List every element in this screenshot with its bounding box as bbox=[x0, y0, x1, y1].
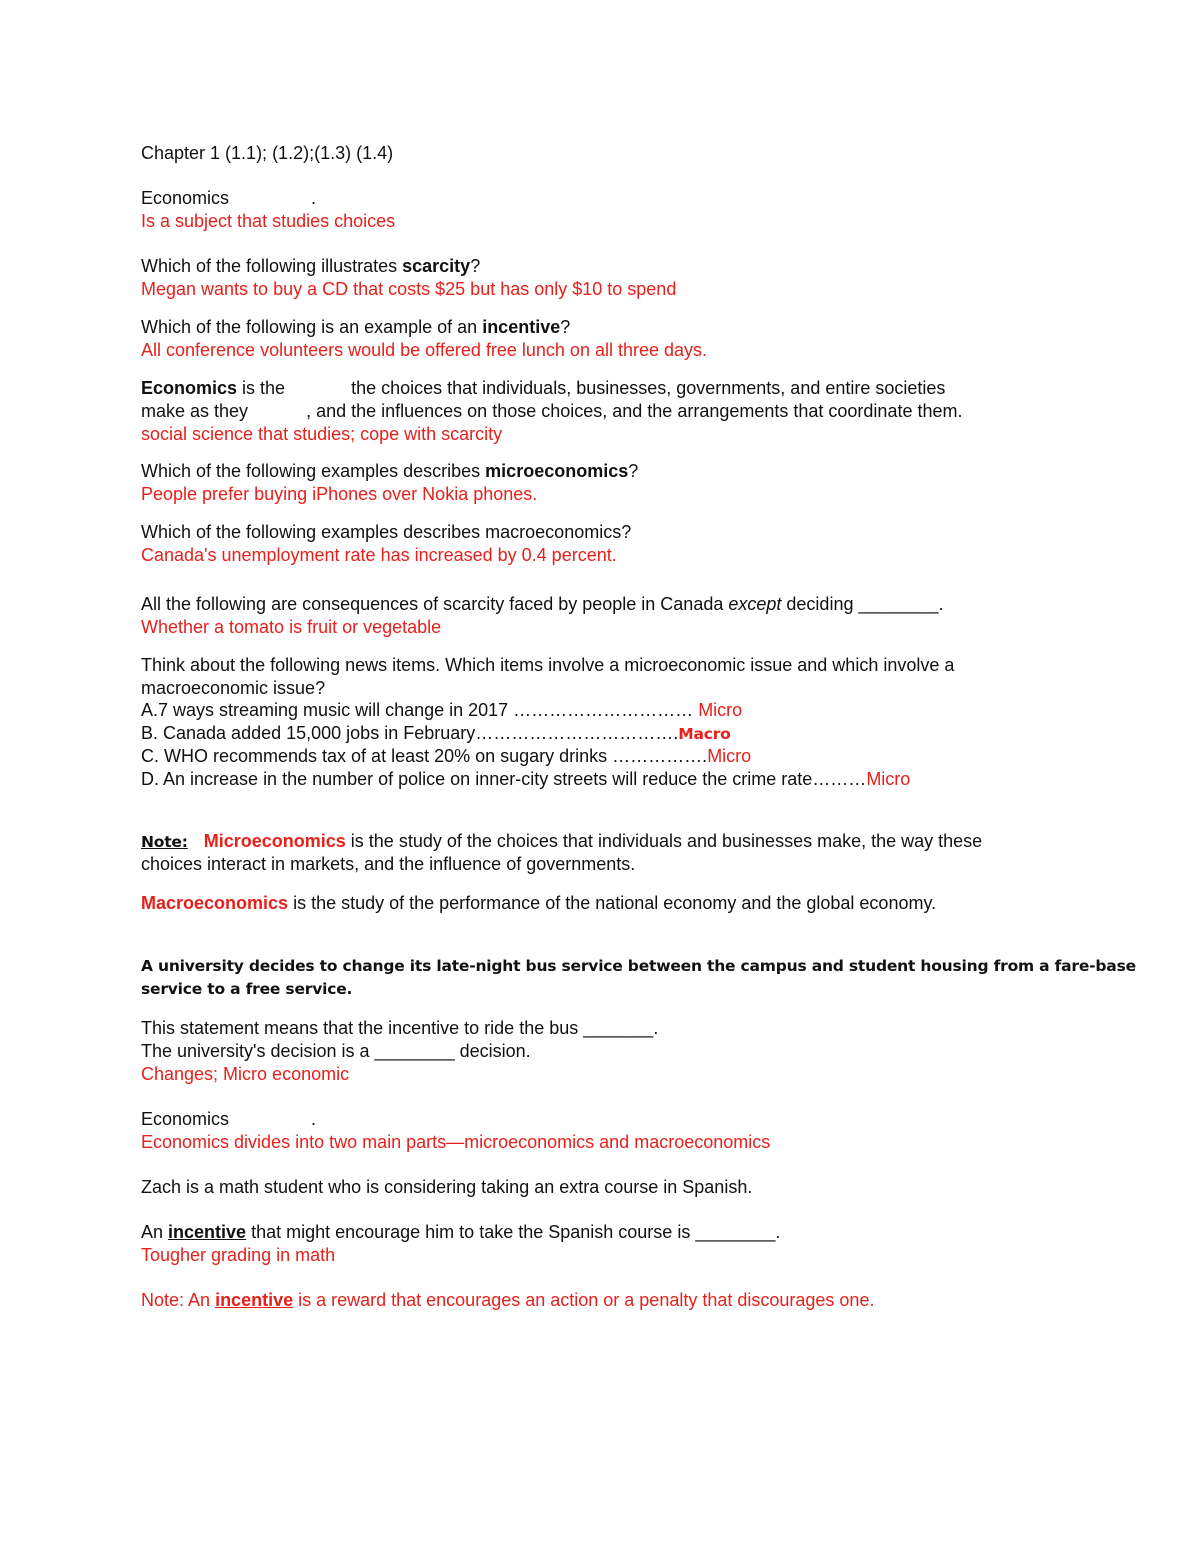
q1-answer: Is a subject that studies choices bbox=[141, 211, 396, 231]
note-macroeconomics-term: Macroeconomics bbox=[141, 893, 289, 913]
q8-item-a: A.7 ways streaming music will change in 2017 ………………………… Micro bbox=[141, 700, 743, 720]
q3-keyword: incentive bbox=[482, 317, 561, 337]
q11-keyword: incentive bbox=[168, 1222, 247, 1242]
note-macroeconomics: Macroeconomics is the study of the performance of the national economy and the global economy. bbox=[141, 893, 937, 913]
q9-answer: Changes; Micro economic bbox=[141, 1064, 350, 1084]
q4-line1: Economics is the the choices that individuals, businesses, governments, and entire societies bbox=[141, 378, 946, 398]
note-label: Note: bbox=[141, 833, 188, 851]
chapter-title: Chapter 1 (1.1); (1.2);(1.3) (1.4) bbox=[141, 143, 394, 163]
q6-prompt: Which of the following examples describes macroeconomics? bbox=[141, 522, 632, 542]
q8-item-d: D. An increase in the number of police on inner-city streets will reduce the crime rate………Micro bbox=[141, 769, 911, 789]
q10-prompt: Economics . bbox=[141, 1109, 317, 1129]
q8-item-c: C. WHO recommends tax of at least 20% on sugary drinks …………….Micro bbox=[141, 746, 752, 766]
q7-answer: Whether a tomato is fruit or vegetable bbox=[141, 617, 442, 637]
q2-prompt: Which of the following illustrates scarcity? bbox=[141, 256, 481, 276]
q8-prompt-line1: Think about the following news items. Which items involve a microeconomic issue and which involve a bbox=[141, 655, 955, 675]
q3-answer: All conference volunteers would be offered free lunch on all three days. bbox=[141, 340, 708, 360]
q9-line2: The university's decision is a ________ decision. bbox=[141, 1041, 531, 1061]
q11-answer: Tougher grading in math bbox=[141, 1245, 336, 1265]
q8-item-a-answer: Micro bbox=[698, 700, 743, 720]
q2-keyword: scarcity bbox=[402, 256, 471, 276]
q7-emphasis: except bbox=[728, 594, 782, 614]
note-microeconomics-line2: choices interact in markets, and the influence of governments. bbox=[141, 854, 636, 874]
q3-prompt: Which of the following is an example of an incentive? bbox=[141, 317, 571, 337]
note-incentive: Note: An incentive is a reward that encourages an action or a penalty that discourages one. bbox=[141, 1290, 875, 1310]
note-microeconomics-term: Microeconomics bbox=[203, 831, 346, 851]
q5-answer: People prefer buying iPhones over Nokia phones. bbox=[141, 484, 538, 504]
q11-scenario: Zach is a math student who is considering taking an extra course in Spanish. bbox=[141, 1177, 753, 1197]
note-microeconomics-line1: Note: Microeconomics is the study of the choices that individuals and businesses make, the way these bbox=[141, 831, 983, 851]
q7-prompt: All the following are consequences of scarcity faced by people in Canada except deciding ________. bbox=[141, 594, 944, 614]
q5-prompt: Which of the following examples describes microeconomics? bbox=[141, 461, 639, 481]
q8-prompt-line2: macroeconomic issue? bbox=[141, 678, 326, 698]
q8-item-b: B. Canada added 15,000 jobs in February…………………………….Macro bbox=[141, 723, 731, 743]
note-incentive-keyword: incentive bbox=[215, 1290, 294, 1310]
q4-line2: make as they , and the influences on those choices, and the arrangements that coordinate them. bbox=[141, 401, 963, 421]
q2-answer: Megan wants to buy a CD that costs $25 but has only $10 to spend bbox=[141, 279, 677, 299]
q4-answer: social science that studies; cope with scarcity bbox=[141, 424, 503, 444]
q11-prompt: An incentive that might encourage him to take the Spanish course is ________. bbox=[141, 1222, 781, 1242]
q5-keyword: microeconomics bbox=[485, 461, 629, 481]
q8-item-d-answer: Micro bbox=[866, 769, 911, 789]
q6-answer: Canada's unemployment rate has increased by 0.4 percent. bbox=[141, 545, 617, 565]
q1-prompt: Economics . bbox=[141, 188, 317, 208]
q10-answer: Economics divides into two main parts—microeconomics and macroeconomics bbox=[141, 1132, 771, 1152]
q9-scenario-line1: A university decides to change its late-night bus service between the campus and student housing from a fare-base bbox=[141, 957, 1136, 975]
q9-line1: This statement means that the incentive to ride the bus _______. bbox=[141, 1018, 659, 1038]
q8-item-c-answer: Micro bbox=[707, 746, 752, 766]
q9-scenario-line2: service to a free service. bbox=[141, 980, 353, 998]
q4-term: Economics bbox=[141, 378, 238, 398]
q8-item-b-answer: Macro bbox=[678, 725, 731, 743]
